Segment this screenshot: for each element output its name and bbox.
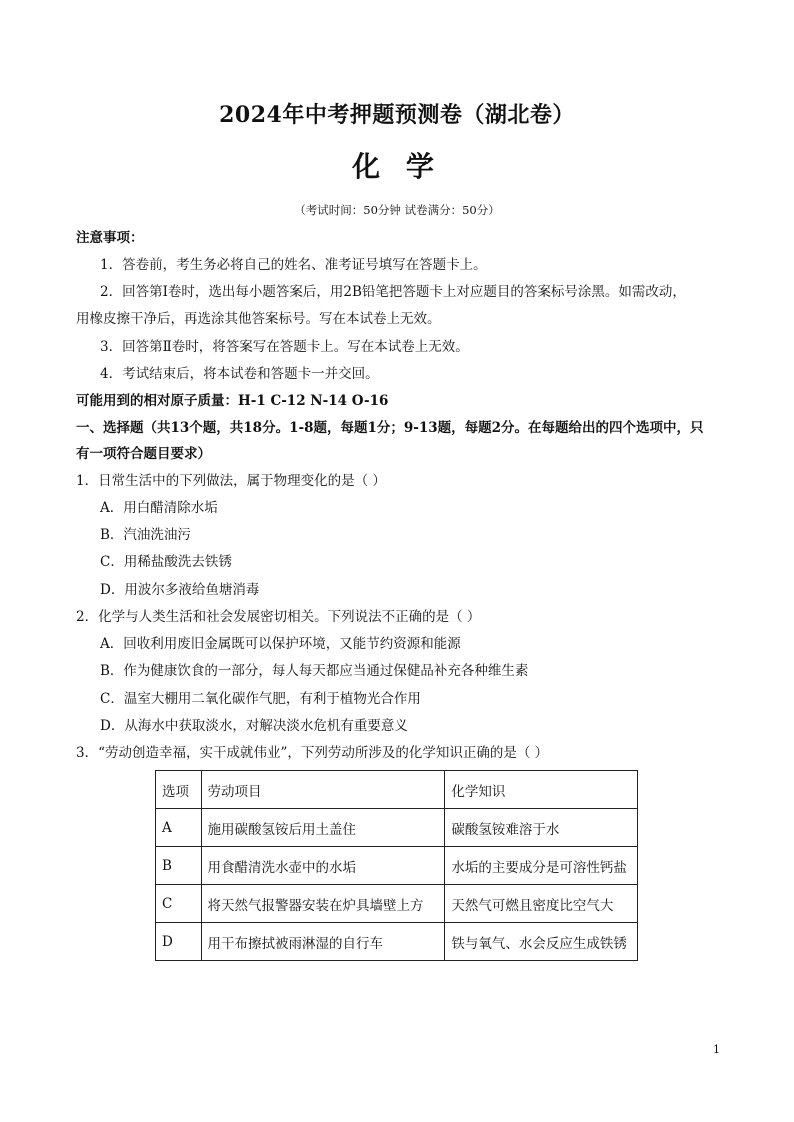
question-option: A．用白醋清除水垢 <box>100 500 218 516</box>
subject-title: 化 学 <box>352 150 442 183</box>
table-cell: 水垢的主要成分是可溶性钙盐 <box>445 847 638 885</box>
question-stem: 2．化学与人类生活和社会发展密切相关。下列说法不正确的是（ ） <box>76 609 481 625</box>
table-cell: 天然气可燃且密度比空气大 <box>445 885 638 923</box>
table-cell: 施用碳酸氢铵后用土盖住 <box>201 809 445 847</box>
table-cell: 铁与氧气、水会反应生成铁锈 <box>445 923 638 961</box>
answer-table <box>155 770 638 961</box>
table-cell: 碳酸氢铵难溶于水 <box>445 809 638 847</box>
table-cell: C <box>156 885 202 923</box>
question-option: C．用稀盐酸洗去铁锈 <box>100 554 232 570</box>
notes-heading: 注意事项： <box>76 230 144 246</box>
table-header-cell: 选项 <box>156 771 202 809</box>
question-option: D．用波尔多液给鱼塘消毒 <box>100 582 260 598</box>
exam-title: 2024年中考押题预测卷（湖北卷） <box>219 102 575 128</box>
table-cell: B <box>156 847 202 885</box>
exam-meta: （考试时间：50分钟 试卷满分：50分） <box>294 203 500 217</box>
section-heading: 一、选择题（共13个题，共18分。1-8题，每题1分；9-13题，每题2分。在每题给出的四个选项中，只 <box>76 420 704 436</box>
table-cell: 用干布擦拭被雨淋湿的自行车 <box>201 923 445 961</box>
note-item: 3．回答第Ⅱ卷时，将答案写在答题卡上。写在本试卷上无效。 <box>100 339 469 355</box>
table-header-row <box>156 771 638 809</box>
table-cell: 用食醋清洗水壶中的水垢 <box>201 847 445 885</box>
table-row <box>156 923 638 961</box>
page-number: 1 <box>713 1043 720 1056</box>
question-option: C．温室大棚用二氧化碳作气肥，有利于植物光合作用 <box>100 691 421 707</box>
table-row <box>156 885 638 923</box>
note-item: 1．答卷前，考生务必将自己的姓名、准考证号填写在答题卡上。 <box>100 257 487 273</box>
note-item: 用橡皮擦干净后，再选涂其他答案标号。写在本试卷上无效。 <box>76 311 441 327</box>
question-stem: 3．“劳动创造幸福，实干成就伟业”，下列劳动所涉及的化学知识正确的是（ ） <box>76 745 549 761</box>
table-row <box>156 847 638 885</box>
atomic-masses: 可能用到的相对原子质量：H-1 C-12 N-14 O-16 <box>76 393 389 409</box>
question-stem: 1．日常生活中的下列做法，属于物理变化的是（ ） <box>76 473 386 489</box>
question-option: B．汽油洗油污 <box>100 527 191 543</box>
question-option: D．从海水中获取淡水，对解决淡水危机有重要意义 <box>100 718 408 734</box>
table-cell: D <box>156 923 202 961</box>
table-header-cell: 化学知识 <box>445 771 638 809</box>
question-option: A．回收利用废旧金属既可以保护环境，又能节约资源和能源 <box>100 636 461 652</box>
note-item: 2．回答第Ⅰ卷时，选出每小题答案后，用2B铅笔把答题卡上对应题目的答案标号涂黑。如需改动， <box>100 284 686 300</box>
table-row <box>156 809 638 847</box>
table-cell: 将天然气报警器安装在炉具墙壁上方 <box>201 885 445 923</box>
note-item: 4．考试结束后，将本试卷和答题卡一并交回。 <box>100 366 379 382</box>
question-option: B．作为健康饮食的一部分，每人每天都应当通过保健品补充各种维生素 <box>100 663 529 679</box>
table-cell: A <box>156 809 202 847</box>
section-heading: 有一项符合题目要求） <box>76 446 211 462</box>
table-header-cell: 劳动项目 <box>201 771 445 809</box>
